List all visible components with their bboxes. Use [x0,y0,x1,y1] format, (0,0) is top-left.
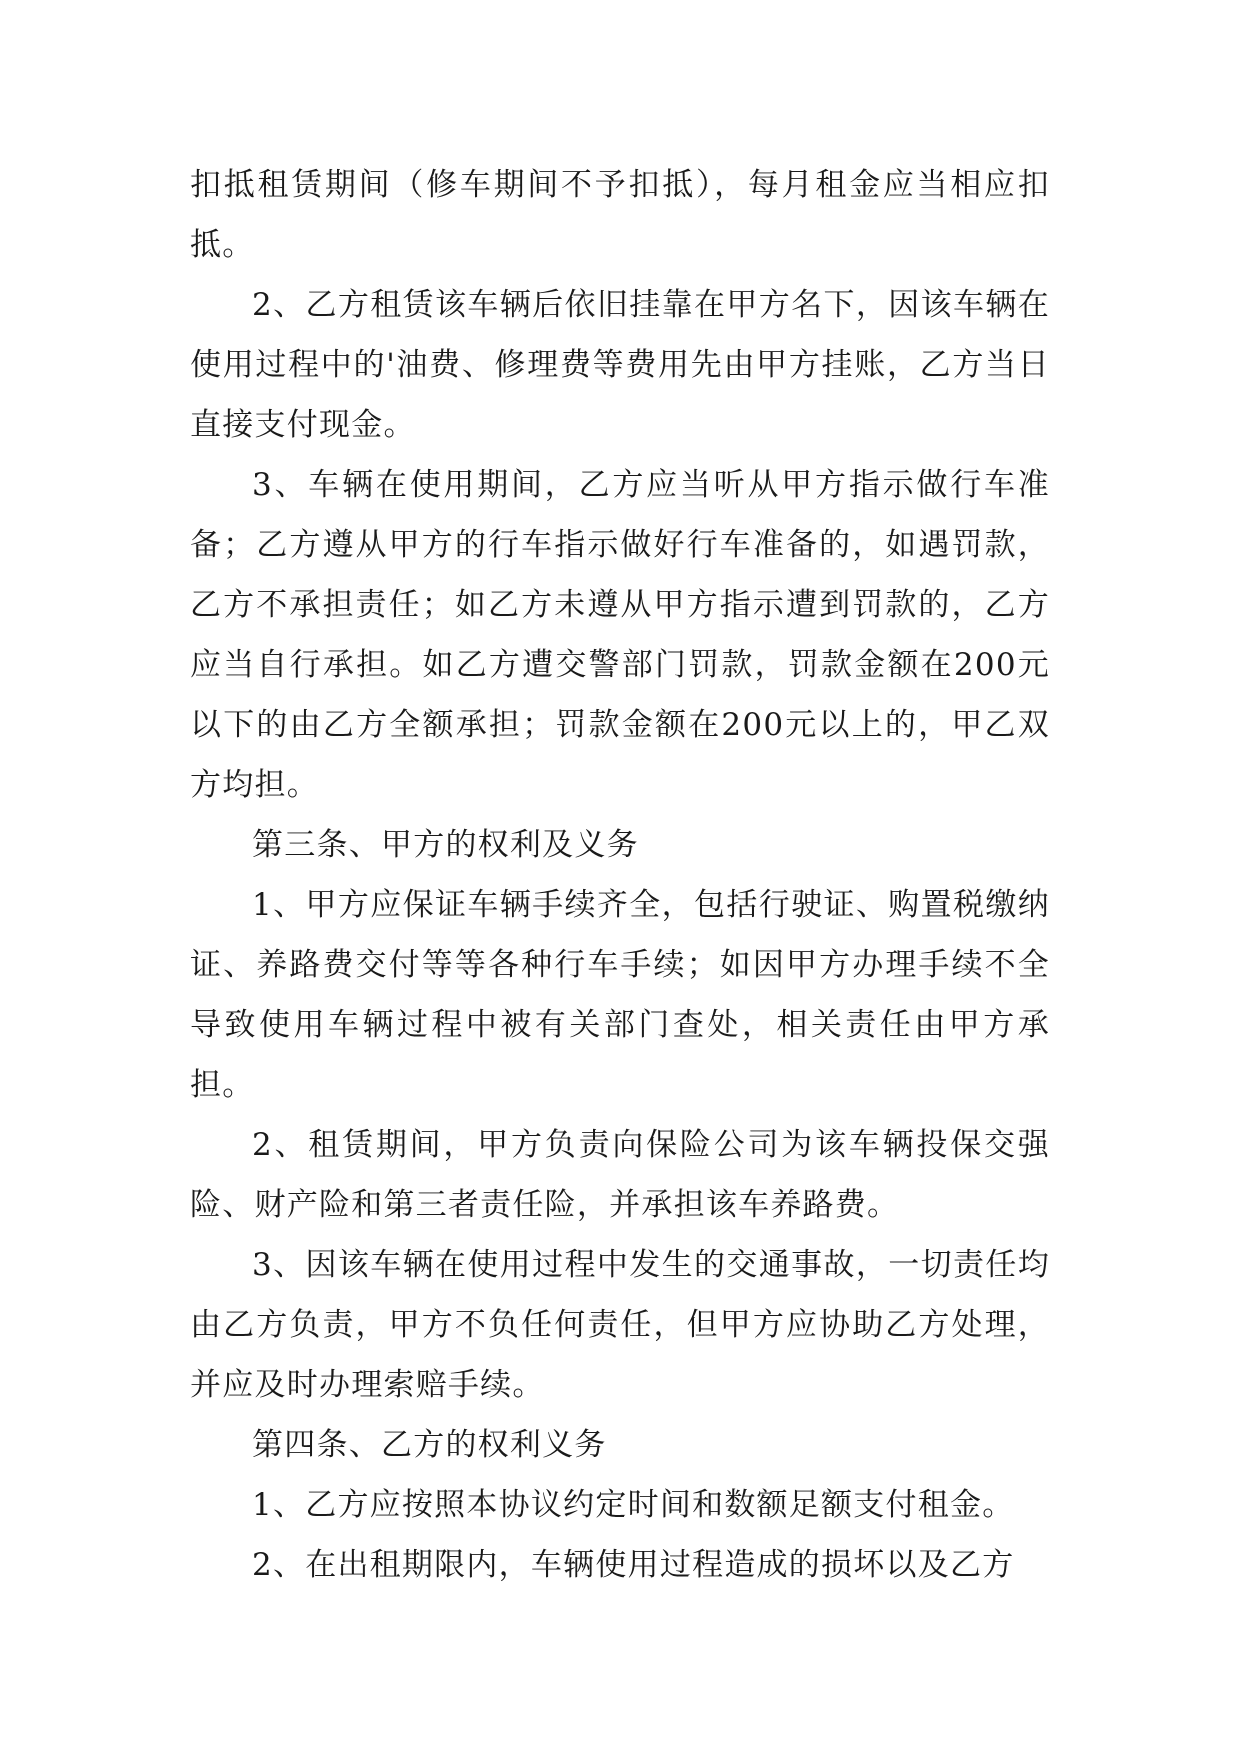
paragraph-clause-4-1: 1、乙方应按照本协议约定时间和数额足额支付租金。 [252,1487,1015,1523]
paragraph-clause-3-3: 3、因该车辆在使用过程中发生的交通事故，一切责任均由乙方负责，甲方不负任何责任，但甲方应协助乙方处理，并应及时办理索赔手续。 [190,1247,1050,1403]
paragraph-clause-2-3: 3、车辆在使用期间，乙方应当听从甲方指示做行车准备；乙方遵从甲方的行车指示做好行车准备的，如遇罚款，乙方不承担责任；如乙方未遵从甲方指示遭到罚款的，乙方应当自行承担。如乙方遭交警部门罚款，罚款金额在200元以下的由乙方全额承担；罚款金额在200元以上的，甲乙双方均担。 [190,467,1050,803]
section-heading-article-4: 第四条、乙方的权利义务 [252,1427,607,1463]
paragraph-clause-3-1: 1、甲方应保证车辆手续齐全，包括行驶证、购置税缴纳证、养路费交付等等各种行车手续；如因甲方办理手续不全导致使用车辆过程中被有关部门查处，相关责任由甲方承担。 [190,887,1050,1103]
paragraph-continuation: 扣抵租赁期间（修车期间不予扣抵），每月租金应当相应扣抵。 [190,167,1050,263]
paragraph-clause-3-2: 2、租赁期间，甲方负责向保险公司为该车辆投保交强险、财产险和第三者责任险，并承担该车养路费。 [190,1127,1050,1223]
paragraph-clause-4-2: 2、在出租期限内，车辆使用过程造成的损坏以及乙方 [252,1547,1015,1583]
paragraph-clause-2-2: 2、乙方租赁该车辆后依旧挂靠在甲方名下，因该车辆在使用过程中的'油费、修理费等费用先由甲方挂账，乙方当日直接支付现金。 [190,287,1050,443]
document-body [190,155,1050,1595]
section-heading-article-3: 第三条、甲方的权利及义务 [252,827,639,863]
